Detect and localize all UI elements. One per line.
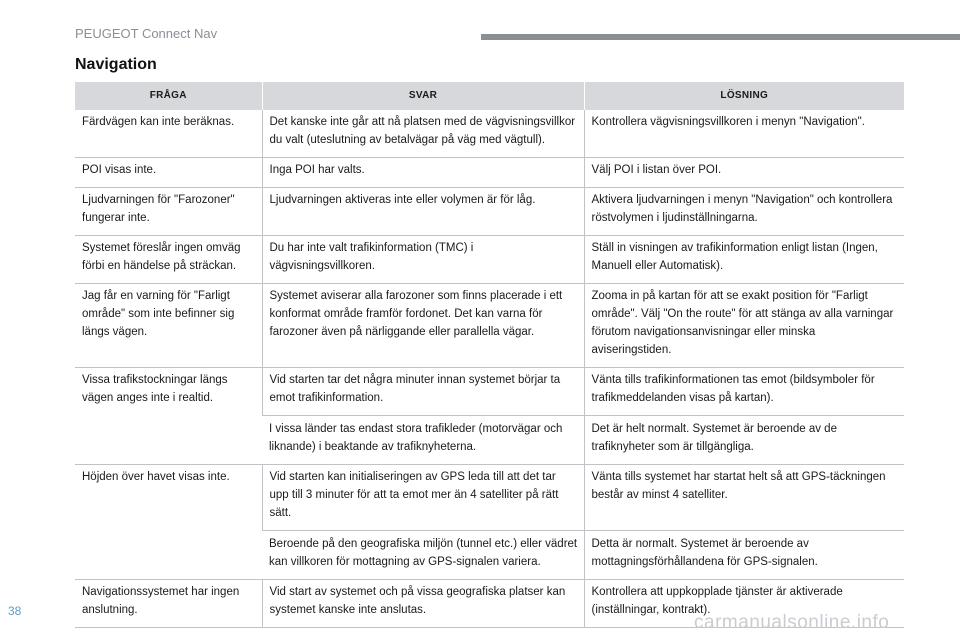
answer-cell: Vid starten tar det några minuter innan systemet börjar ta emot trafikinformation. [262,368,584,416]
solution-cell: Kontrollera att uppkopplade tjänster är aktiverade (inställningar, kontrakt). [584,580,904,628]
question-cell: POI visas inte. [75,158,262,188]
question-cell: Ljudvarningen för "Farozoner" fungerar inte. [75,188,262,236]
watermark: carmanualsonline.info [694,612,890,633]
answer-cell: Beroende på den geografiska miljön (tunnel etc.) eller vädret kan villkoren för mottagning av GPS-signalen variera. [262,531,584,580]
solution-cell: Vänta tills systemet har startat helt så att GPS-täckningen består av minst 4 satelliter. [584,465,904,531]
column-header-solution: LÖSNING [584,82,904,110]
table-row [75,284,904,368]
table-header-row [75,82,904,110]
answer-cell: Inga POI har valts. [262,158,584,188]
answer-cell: Det kanske inte går att nå platsen med de vägvisningsvillkor du valt (uteslutning av betalvägar på väg med vägtull). [262,110,584,158]
table-row [75,188,904,236]
solution-cell: Ställ in visningen av trafikinformation enligt listan (Ingen, Manuell eller Automatisk). [584,236,904,284]
table-row [75,158,904,188]
table-row [75,465,904,531]
solution-cell: Zooma in på kartan för att se exakt position för "Farligt område". Välj "On the route" för att stänga av alla varningar förutom navigationsanvisningar eller minska aviseringstiden. [584,284,904,368]
column-header-question: FRÅGA [75,82,262,110]
question-cell: Navigationssystemet har ingen anslutning. [75,580,262,628]
solution-cell: Välj POI i listan över POI. [584,158,904,188]
question-cell: Systemet föreslår ingen omväg förbi en händelse på sträckan. [75,236,262,284]
table-row [75,236,904,284]
answer-cell: Du har inte valt trafikinformation (TMC) i vägvisningsvillkoren. [262,236,584,284]
table-row [75,368,904,416]
answer-cell: Vid starten kan initialiseringen av GPS leda till att det tar upp till 3 minuter för att ta emot mer än 4 satelliter på rätt sätt. [262,465,584,531]
solution-cell: Vänta tills trafikinformationen tas emot (bildsymboler för trafikmeddelanden visas på kartan). [584,368,904,416]
column-header-answer: SVAR [262,82,584,110]
question-cell: Färdvägen kan inte beräknas. [75,110,262,158]
solution-cell: Detta är normalt. Systemet är beroende av mottagningsförhållandena för GPS-signalen. [584,531,904,580]
answer-cell: Ljudvarningen aktiveras inte eller volymen är för låg. [262,188,584,236]
solution-cell: Aktivera ljudvarningen i menyn "Navigation" och kontrollera röstvolymen i ljudinställningarna. [584,188,904,236]
answer-cell: Vid start av systemet och på vissa geografiska platser kan systemet kanske inte anslutas. [262,580,584,628]
header-rule [481,34,960,40]
faq-table [75,82,904,628]
document-header: PEUGEOT Connect Nav [75,26,218,41]
question-cell: Höjden över havet visas inte. [75,465,262,580]
table-row [75,110,904,158]
answer-cell: I vissa länder tas endast stora trafikleder (motorvägar och liknande) i beaktande av trafiknyheterna. [262,416,584,465]
question-cell: Vissa trafikstockningar längs vägen anges inte i realtid. [75,368,262,465]
answer-cell: Systemet aviserar alla farozoner som finns placerade i ett konformat område framför fordonet. Det kan varna för farozoner även på närliggande eller parallella vägar. [262,284,584,368]
solution-cell: Det är helt normalt. Systemet är beroende av de trafiknyheter som är tillgängliga. [584,416,904,465]
section-title: Navigation [75,56,157,73]
solution-cell: Kontrollera vägvisningsvillkoren i menyn "Navigation". [584,110,904,158]
page-number: 38 [8,604,22,618]
question-cell: Jag får en varning för "Farligt område" som inte befinner sig längs vägen. [75,284,262,368]
